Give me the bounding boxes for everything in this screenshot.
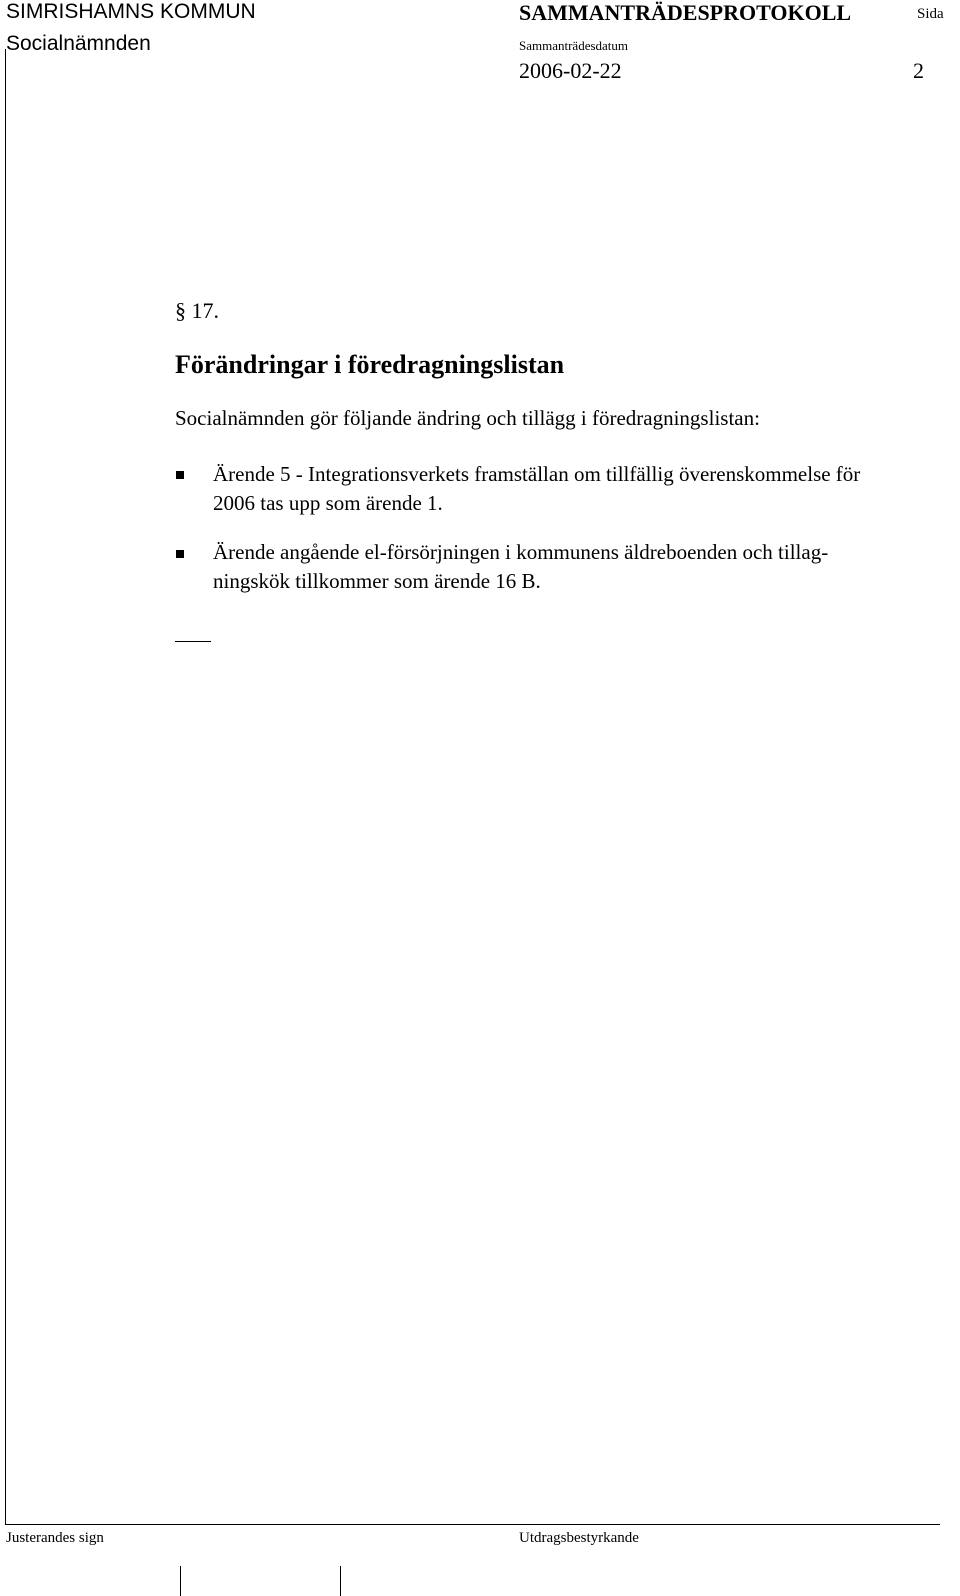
signature-divider [340,1566,341,1596]
square-bullet-icon [176,471,184,479]
intro-text: Socialnämnden gör följande ändring och tillägg i föredragningslistan: [175,406,760,430]
list-item-line: Ärende angående el-försörjningen i kommunens äldreboenden och tillag- [213,540,829,564]
document-title: SAMMANTRÄDESPROTOKOLL [519,0,852,25]
meeting-date: 2006-02-22 [519,58,622,83]
left-margin-rule [5,49,6,1525]
list-item-line: ningskök tillkommer som ärende 16 B. [213,569,541,593]
organization-name: SIMRISHAMNS KOMMUN [6,0,256,23]
section-heading: Förändringar i föredragningslistan [175,350,565,379]
meeting-date-label: Sammanträdesdatum [519,38,629,53]
list-item-line: Ärende 5 - Integrationsverkets framställan om tillfällig överenskommelse för [213,462,861,486]
list-item [213,538,958,596]
section-end-rule [175,641,211,642]
committee-name: Socialnämnden [6,32,151,55]
footer-rule [5,1524,940,1525]
signature-divider [180,1566,181,1596]
page-number: 2 [913,58,924,83]
square-bullet-icon [176,550,184,558]
page-label: Sida [917,6,944,22]
justerandes-sign-label: Justerandes sign [6,1530,104,1546]
paragraph-number: § 17. [175,298,219,323]
list-item-line: 2006 tas upp som ärende 1. [213,491,443,515]
list-item [213,460,958,518]
utdragsbestyrkande-label: Utdragsbestyrkande [519,1530,639,1546]
